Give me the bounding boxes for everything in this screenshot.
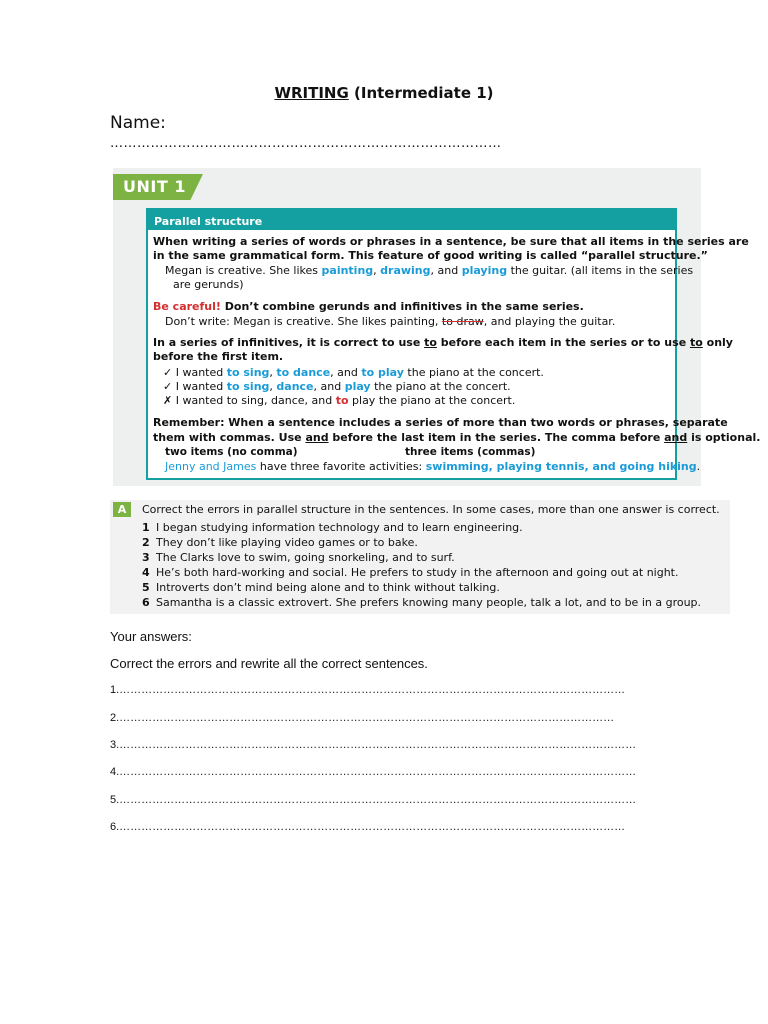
answer-line-3[interactable]: 3.…………………………………………………………………………………………………………………………… bbox=[110, 739, 637, 751]
dont-write-example: Don’t write: Megan is creative. She likes painting, to draw, and playing the guitar. bbox=[165, 315, 616, 328]
name-field-dots: …………………………………………………………………………… bbox=[110, 136, 502, 151]
unit-label: UNIT 1 bbox=[123, 177, 186, 196]
three-items-label: three items (commas) bbox=[405, 446, 536, 458]
rule2-line2: before the first item. bbox=[153, 350, 284, 363]
exercise-item: 4 He’s both hard-working and social. He prefers to study in the afternoon and going out at night. bbox=[142, 566, 679, 579]
exercise-item: 5 Introverts don’t mind being alone and to think without talking. bbox=[142, 581, 500, 594]
example1: Megan is creative. She likes painting, drawing, and playing the guitar. (all items in the series bbox=[165, 264, 694, 277]
title-level: (Intermediate 1) bbox=[348, 84, 494, 102]
jenny-james-example: Jenny and James have three favorite activities: swimming, playing tennis, and going hiking. bbox=[165, 460, 701, 473]
incorrect-example: ✗ I wanted to sing, dance, and to play the piano at the concert. bbox=[163, 394, 516, 407]
answer-line-2[interactable]: 2.……………………………………………………………………………………………………………………… bbox=[110, 712, 615, 724]
answer-line-4[interactable]: 4.…………………………………………………………………………………………………………………………… bbox=[110, 766, 637, 778]
answer-line-5[interactable]: 5.…………………………………………………………………………………………………………………………… bbox=[110, 794, 637, 806]
check-icon: ✓ bbox=[163, 366, 173, 379]
exercise-item: 1 I began studying information technology and to learn engineering. bbox=[142, 521, 523, 534]
answer-line-6[interactable]: 6.………………………………………………………………………………………………………………………… bbox=[110, 821, 626, 833]
rule2-line1: In a series of infinitives, it is correct to use to before each item in the series or to use to only bbox=[153, 336, 733, 349]
cross-icon: ✗ bbox=[163, 394, 173, 407]
exercise-instruction: Correct the errors in parallel structure in the sentences. In some cases, more than one answer is correct. bbox=[142, 503, 720, 516]
remember-line2: them with commas. Use and before the last item in the series. The comma before and is optional. bbox=[153, 431, 761, 444]
exercise-item: 6 Samantha is a classic extrovert. She prefers knowing many people, talk a lot, and to be in a group. bbox=[142, 596, 702, 609]
name-label: Name: bbox=[110, 113, 166, 133]
correct-example-2: ✓ I wanted to sing, dance, and play the piano at the concert. bbox=[163, 380, 511, 393]
answer-line-1[interactable]: 1.………………………………………………………………………………………………………………………… bbox=[110, 684, 626, 696]
grammar-box-header bbox=[148, 210, 675, 230]
example1-line2: are gerunds) bbox=[173, 278, 244, 291]
careful-label: Be careful! bbox=[153, 300, 221, 313]
exercise-item: 2 They don’t like playing video games or to bake. bbox=[142, 536, 418, 549]
check-icon: ✓ bbox=[163, 380, 173, 393]
rule1-line1: When writing a series of words or phrases in a sentence, be sure that all items in the series are bbox=[153, 235, 749, 248]
exercise-badge: A bbox=[113, 502, 131, 517]
exercise-item: 3 The Clarks love to swim, going snorkeling, and to surf. bbox=[142, 551, 455, 564]
your-answers-label: Your answers: bbox=[110, 629, 192, 644]
rule1-line2: in the same grammatical form. This feature of good writing is called “parallel structure.” bbox=[153, 249, 708, 262]
answers-instruction: Correct the errors and rewrite all the correct sentences. bbox=[110, 656, 428, 671]
careful-note: Be careful! Don’t combine gerunds and infinitives in the same series. bbox=[153, 300, 584, 313]
page-title bbox=[0, 84, 768, 102]
remember-line1: Remember: When a sentence includes a series of more than two words or phrases, separate bbox=[153, 416, 728, 429]
title-writing: WRITING bbox=[274, 84, 349, 102]
grammar-box-title: Parallel structure bbox=[154, 215, 263, 228]
correct-example-1: ✓ I wanted to sing, to dance, and to play the piano at the concert. bbox=[163, 366, 544, 379]
two-items-label: two items (no comma) bbox=[165, 446, 298, 458]
